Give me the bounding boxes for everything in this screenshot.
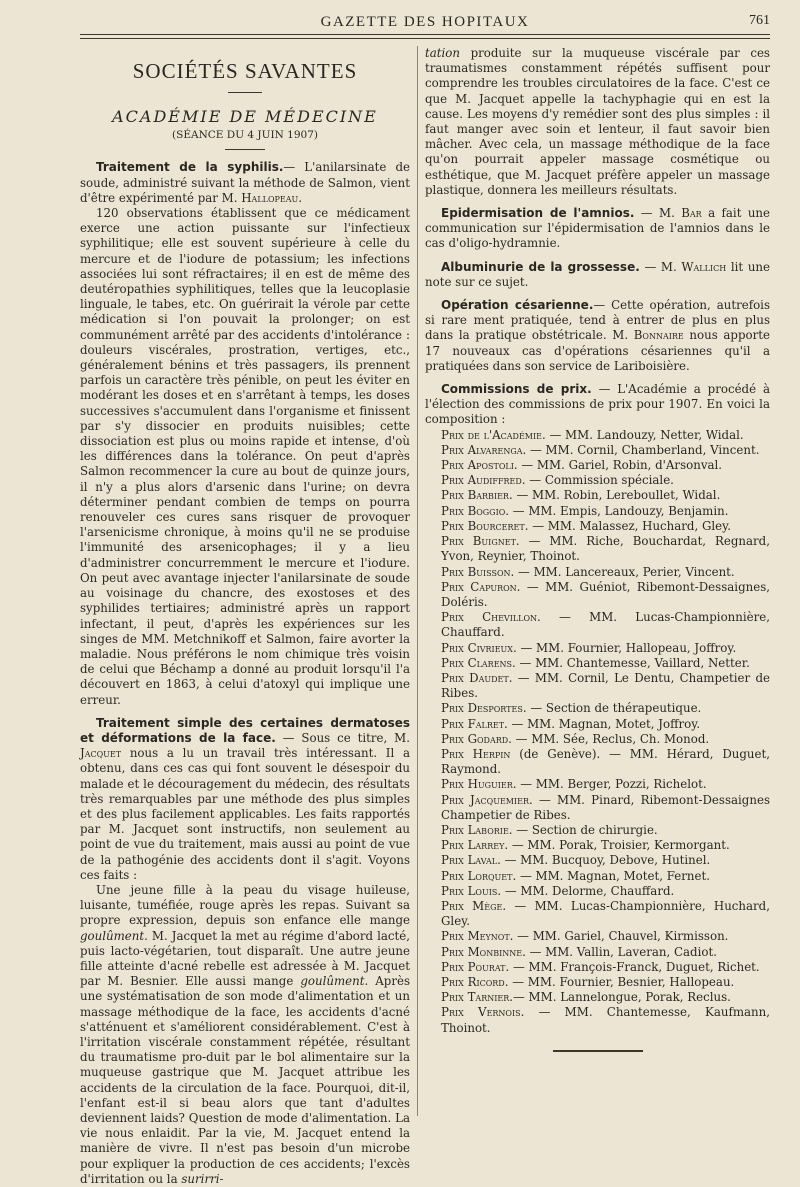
article-continuation (425, 46, 770, 198)
end-rule (553, 1050, 643, 1052)
prize-members: — MM. Porak, Troisier, Kermorgant. (508, 838, 730, 853)
prize-entry (425, 534, 770, 564)
prize-name: Prix Laborie. (441, 822, 513, 837)
prize-entry (425, 580, 770, 610)
article-text: Une jeune fille à la peau du visage huileuse, luisante, tuméfiée, rouge après les repas. Suivant sa propre expression, depuis son enfance elle mange (80, 882, 410, 928)
prize-members: — MM. Guéniot, Ribemont-Dessaignes, Doléris. (441, 579, 771, 609)
prize-name: Prix Larrey. (441, 838, 509, 853)
prize-name: Prix Pourat. (441, 959, 510, 974)
prize-name: Prix Lorquet. (441, 868, 517, 883)
header-rule (80, 38, 770, 39)
prize-members: — MM. Sée, Reclus, Ch. Monod. (511, 731, 710, 746)
prize-members: — MM. Delorme, Chauffard. (501, 883, 675, 898)
prize-members: — MM. Lucas-Championnière, Chauffard. (441, 610, 770, 640)
prize-name: Prix Desportes. (441, 701, 527, 716)
prize-entry (425, 793, 770, 823)
prize-name: Prix Herpin (441, 746, 511, 761)
article-title: Commissions de prix. (441, 382, 592, 397)
article-title: Traitement de la syphilis. (96, 160, 284, 175)
prize-name: Prix Ricord. (441, 974, 509, 989)
prize-entry (425, 899, 770, 929)
prize-entry (425, 473, 770, 488)
title-rule (228, 92, 262, 93)
prize-members: — MM. Cornil, Chamberland, Vincent. (526, 442, 760, 457)
journal-title: GAZETTE DES HOPITAUX (320, 13, 530, 30)
emphasis: surirri- (181, 1171, 224, 1186)
prize-name: Prix Daudet. (441, 670, 513, 685)
session-rule (225, 149, 265, 150)
prize-entry (425, 1005, 770, 1035)
author-name: Wallich (681, 259, 727, 274)
article-text: — M. (639, 259, 682, 274)
prize-name: Prix Huguier. (441, 777, 517, 792)
prize-members: — MM. Chantemesse, Vaillard, Netter. (515, 655, 750, 670)
prize-entry (425, 747, 770, 777)
article-text: nous a lu un travail très intéressant. Il a obtenu, dans ces cas qui font souvent le désespoir du malade et le découragement du médecin, des résultats très remarquables par une méthode des plus simples et des plus facilement applicables. Les faits rapportés par M. Jacquet sont instructifs, non seulement au point de vue du traitement, mais aussi au point de vue de la pathogénie des accidents dont il s'agit. Voyons ces faits : (80, 746, 410, 882)
prize-members: — MM. Magnan, Motet, Fernet. (516, 868, 710, 883)
session-date: (SÉANCE DU 4 JUIN 1907) (172, 129, 318, 142)
article-text: — L'Académie a procédé à l'élection des commissions de prix pour 1907. En voici la composition : (425, 382, 770, 427)
article-paragraph (80, 883, 410, 1187)
prize-members: — MM. François-Franck, Duguet, Richet. (509, 959, 760, 974)
article-text: a fait une communication sur l'épidermisation de l'amnios dans le cas d'oligo-hydramnie. (425, 206, 770, 251)
prize-entry (425, 610, 770, 640)
prize-entry (425, 990, 770, 1005)
prize-name: Prix Buignet. (441, 534, 520, 549)
article-title: Traitement simple des certaines dermatoses et déformations de la face. (80, 715, 410, 745)
prize-entry (425, 428, 770, 443)
prize-entry (425, 565, 770, 580)
prize-entry (425, 838, 770, 853)
prize-members: — MM. Lannelongue, Porak, Reclus. (513, 990, 731, 1005)
section-title: SOCIÉTÉS SAVANTES (132, 59, 358, 83)
author-name: Bar (681, 206, 702, 221)
article-text: produite sur la muqueuse viscérale par ces traumatismes constamment répétés suffisent pour comprendre les troubles circulatoires de la face. C'est ce que M. Jacquet appelle la tachyphagie qui en est la cause. Les moyens d'y remédier sont des plus simples : il faut manger avec soin et lenteur, il faut savoir bien mâcher. Avec cela, un massage méthodique de la face qu'on pourrait appeler massage cosmétique ou esthétique, que M. Jacquet préfère appeler un massage plastique, donnera les meilleurs résultats. (425, 46, 770, 197)
prize-members: — MM. Bucquoy, Debove, Hutinel. (500, 853, 711, 868)
article-text: — L'anilarsinate de soude, administré suivant la méthode de Salmon, vient d'être expérimenté par M. (80, 160, 411, 205)
academy-heading: ACADÉMIE DE MÉDECINE (112, 107, 378, 126)
author-name: Bonnaire (633, 328, 684, 343)
article-dermatoses (80, 716, 410, 883)
prize-members: — MM. Cornil, Le Dentu, Champetier de Ribes. (441, 670, 770, 701)
prize-name: Prix de l'Académie. (441, 427, 546, 442)
prize-members: — MM. Robin, Lereboullet, Widal. (512, 488, 721, 503)
prize-members: — MM. Malassez, Huchard, Gley. (528, 518, 732, 533)
prize-name: Prix Monbinne. (441, 944, 526, 959)
page-number: 761 (749, 13, 770, 28)
prize-name: Prix Jacquemier. (441, 792, 533, 807)
prize-entry (425, 945, 770, 960)
prize-members: — MM. Landouzy, Netter, Widal. (545, 427, 744, 442)
article-text: lit une note sur ce sujet. (425, 259, 770, 289)
emphasis: goulûment (300, 974, 365, 989)
article-paragraph: 120 observations établissent que ce médicament exerce une action puissante sur l'infectieux syphilitique; elle est souvent supérieure à celle du mercure et de l'iodure de potassium; les infections associées lui sont réfractaires; il en est de même des deutéropathies syphilitiques, telles que la leucoplasie linguale, le tabes, etc. On guérirait la vérole par cette médication si l'on pouvait la prolonger; on est communément arrêté par des accidents d'intolérance : douleurs viscérales, prostration, vertiges, etc., généralement bénins et très passagers, ils prennent parfois un caractère très pénible, on peut les éviter en modérant les doses et en s'arrêtant à temps, les doses successives s'accumulent dans l'organisme et finissent par s'y dissocier en produits nuisibles; cette dissociation est plus ou moins rapide et intense, d'où les différences dans la tolérance. On peut d'après Salmon recommencer la cure au bout de quinze jours, il n'y a plus alors d'arsenic dans l'urine; on devra déterminer pendant combien de temps on pourra renouveler ces cures sans risquer de provoquer l'arsenicisme chronique, à moins qu'il ne se produise l'immunité des arsenicophages; il y a lieu d'administrer concurremment le mercure et l'iodure. On peut avec avantage injecter l'anilarsinate de soude au voisinage du chancre, des exostoses et des syphilides tertiaires; administré après un rapport infectant, il peut, d'après les expériences sur les singes de MM. Metchnikoff et Salmon, faire avorter la maladie. Nous préférons le nom chimique très voisin de celui que Béchamp a donné au produit lorsqu'il l'a découvert en 1863, à celui d'atoxyl qui implique une erreur. (80, 206, 410, 707)
article-text: — Cette opération, autrefois si rare ment pratiquée, tend à entrer de plus en plus dans la pratique obstétricale. M. (425, 298, 770, 343)
article-albuminurie (425, 260, 770, 290)
prize-members: — MM. Gariel, Robin, d'Arsonval. (517, 458, 723, 473)
prize-members: — MM. Fournier, Besnier, Hallopeau. (508, 974, 735, 989)
prize-name: Prix Barbier. (441, 488, 513, 503)
prize-members: — Section de chirurgie. (512, 822, 658, 837)
prize-name: Prix Boggio. (441, 503, 510, 518)
prize-name: Prix Falret. (441, 716, 508, 731)
article-syphilis (80, 160, 410, 206)
left-column (80, 46, 410, 1187)
author-name: Hallopeau (241, 190, 299, 205)
prize-entry (425, 488, 770, 503)
prize-list (425, 428, 770, 1036)
prize-name: Prix Vernois. (441, 1005, 525, 1020)
prize-members: — MM. Empis, Landouzy, Benjamin. (509, 503, 729, 518)
prize-name: Prix Laval. (441, 853, 501, 868)
article-title: Epidermisation de l'amnios. (441, 206, 635, 221)
prize-name: Prix Alvarenga. (441, 442, 527, 457)
prize-entry (425, 853, 770, 868)
article-text: . M. Jacquet la met au régime d'abord lacté, puis lacto-végétarien, tout disparaît. Une autre jeune fille atteinte d'acné rebelle est adressée à M. Jacquet par M. Besnier. Elle aussi mange (80, 928, 410, 989)
prize-name: Prix Clarens. (441, 655, 516, 670)
prize-members: — MM. Gariel, Chauvel, Kirmisson. (513, 929, 729, 944)
prize-entry (425, 960, 770, 975)
column-separator (417, 46, 418, 1116)
prize-entry (425, 519, 770, 534)
prize-entry (425, 975, 770, 990)
prize-entry (425, 443, 770, 458)
emphasis: tation (425, 46, 460, 60)
article-title: Opération césarienne. (441, 298, 594, 313)
article-title: Albuminurie de la grossesse. (441, 259, 640, 274)
author-name: Jacquet (80, 746, 122, 761)
prize-members: — MM. Lancereaux, Perier, Vincent. (514, 564, 735, 579)
prize-name: Prix Godard. (441, 731, 512, 746)
prize-members: (de Genève). — MM. Hérard, Duguet, Raymond. (441, 746, 770, 777)
prize-entry (425, 732, 770, 747)
prize-members: — MM. Vallin, Laveran, Cadiot. (525, 944, 717, 959)
prize-members: — Commission spéciale. (525, 473, 674, 488)
article-cesarienne (425, 298, 770, 374)
prize-name: Prix Chevillon. (441, 610, 541, 625)
prize-entry (425, 671, 770, 701)
prize-name: Prix Meynot. (441, 929, 514, 944)
prize-entry (425, 823, 770, 838)
prize-name: Prix Bourceret. (441, 518, 529, 533)
prize-name: Prix Civrieux. (441, 640, 517, 655)
right-column (425, 46, 770, 1052)
article-commissions (425, 382, 770, 428)
prize-entry (425, 458, 770, 473)
article-text: — M. (634, 206, 682, 221)
prize-members: — MM. Lucas-Championnière, Huchard, Gley. (441, 898, 770, 929)
prize-entry (425, 504, 770, 519)
prize-members: — MM. Magnan, Motet, Joffroy. (507, 716, 701, 731)
prize-members: — MM. Riche, Bouchardat, Regnard, Yvon, Reynier, Thoinot. (441, 534, 770, 564)
prize-name: Prix Capuron. (441, 579, 521, 594)
prize-members: — MM. Pinard, Ribemont-Dessaignes Champetier de Ribes. (441, 792, 770, 822)
prize-entry (425, 777, 770, 792)
page-header (80, 10, 770, 35)
article-text: . (298, 190, 303, 205)
article-text: . Après une systématisation de son mode d'alimentation et un massage méthodique de la face, les accidents d'acné s'atténuent et s'améliorent considérablement. C'est à l'irritation viscérale constamment répétée, résultant du traumatisme pro-duit par le bol alimentaire sur la muqueuse gastrique que M. Jacquet attribue les accidents de la circulation de la face. Pourquoi, dit-il, l'enfant est-il si beau alors que tant d'adultes deviennent laids? Question de mode d'alimentation. La vie nous enlaidit. Par la vie, M. Jacquet entend la manière de vivre. Il n'est pas besoin d'un microbe pour expliquer la production de ces accidents; l'excès d'irritation ou la (80, 974, 411, 1186)
prize-name: Prix Audiffred. (441, 473, 526, 488)
prize-entry (425, 869, 770, 884)
prize-members: — MM. Berger, Pozzi, Richelot. (516, 777, 707, 792)
prize-name: Prix Tarnier. (441, 990, 514, 1005)
prize-entry (425, 884, 770, 899)
emphasis: goulûment (80, 928, 145, 943)
prize-entry (425, 701, 770, 716)
prize-name: Prix Mège. (441, 898, 507, 913)
prize-name: Prix Louis. (441, 883, 502, 898)
article-text: — Sous ce titre, M. (275, 730, 410, 745)
prize-entry (425, 929, 770, 944)
article-amnios (425, 206, 770, 252)
article-text: nous apporte 17 nouveaux cas d'opérations césariennes qu'il a pratiquées dans son service de Lariboisière. (425, 328, 771, 373)
prize-members: — MM. Chantemesse, Kaufmann, Thoinot. (441, 1005, 770, 1035)
prize-entry (425, 641, 770, 656)
prize-name: Prix Apostoli. (441, 458, 518, 473)
prize-members: — MM. Fournier, Hallopeau, Joffroy. (516, 640, 737, 655)
prize-entry (425, 656, 770, 671)
prize-entry (425, 717, 770, 732)
prize-members: — Section de thérapeutique. (526, 701, 702, 716)
prize-name: Prix Buisson. (441, 564, 515, 579)
